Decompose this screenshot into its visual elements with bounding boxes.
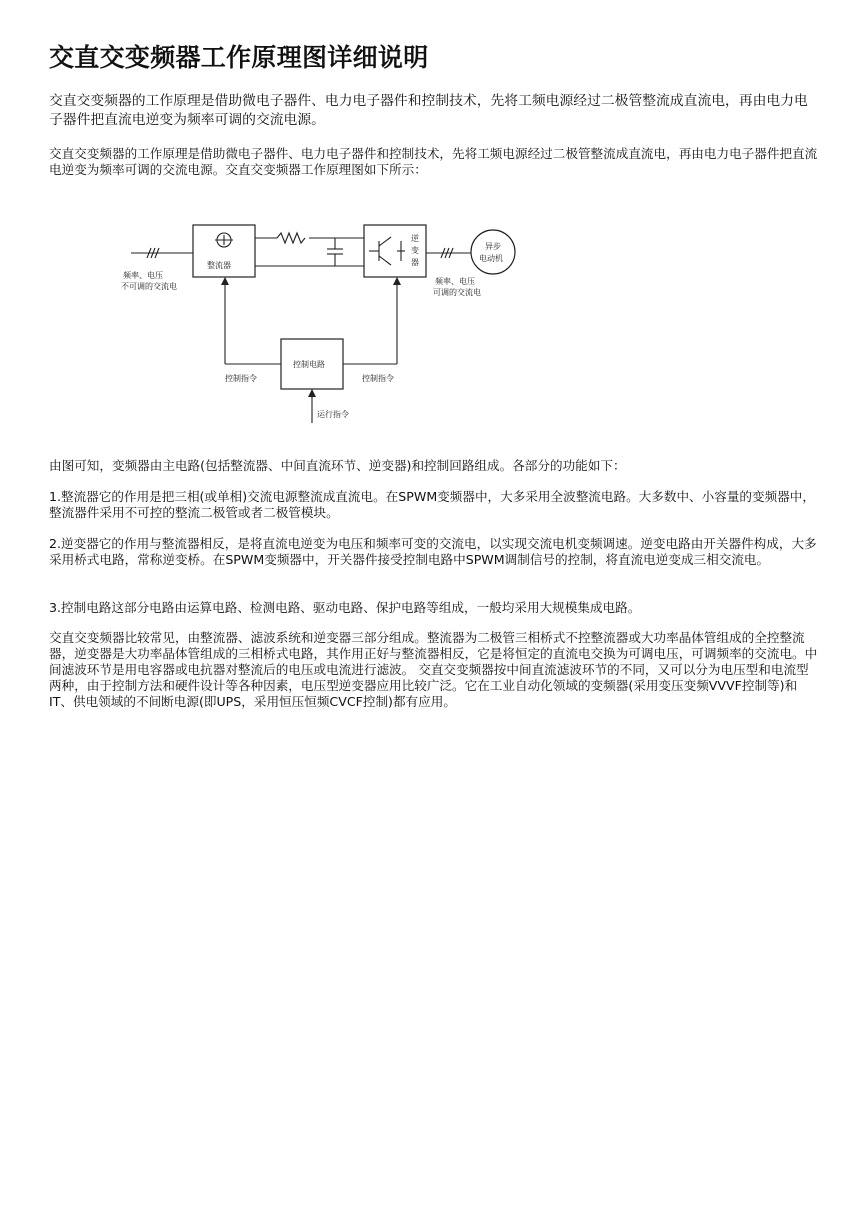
motor-circle [471,230,515,274]
inverter-label-1: 逆 [411,234,419,243]
inverter-label-3: 器 [411,258,419,267]
rectifier-label: 整流器 [207,261,231,270]
output-note-1: 频率、电压 [435,277,475,286]
summary-paragraph: 由图可知，变频器由主电路(包括整流器、中间直流环节、逆变器)和控制回路组成。各部分的功能如下： [49,458,626,473]
input-note-1: 频率、电压 [123,271,163,280]
output-note-2: 可调的交流电 [433,288,481,297]
page-title: 交直交变频器工作原理图详细说明 [49,43,429,72]
conclusion-paragraph: 交直交变频器比较常见，由整流器、滤波系统和逆变器三部分组成。整流器为二极管三相桥式不控整流器或大功率晶体管组成的全控整流器，逆变器是大功率晶体管组成的三相桥式电路，其作用正好与整流器相反，它是将恒定的直流电交换为可调电压，可调频率的交流电。中间滤波环节是用电容器或电抗器对整流后的电压或电流进行滤波。 交直交变频器按中间直流滤波环节的不同，又可以分为电压型和电流型两种，由于控制方法和硬件设计等各种因素，电压型逆变器应用比较广泛。它在工业自动化领域的变频器(采用变压变频VVVF控制等)和IT、供电领域的不间断电源(即UPS，采用恒压恒频CVCF控制)都有应用。 [49,630,818,709]
inverter-label-2: 变 [411,246,419,255]
vfd-block-diagram [79,205,539,435]
run-cmd-label: 运行指令 [317,410,349,419]
rectifier-paragraph: 1.整流器它的作用是把三相(或单相)交流电源整流成直流电。在SPWM变频器中，大多采用全波整流电路。大多数中、小容量的变频器中，整流器件采用不可控的整流二极管或者二极管模块。 [49,489,815,520]
inductor-symbol [277,233,305,243]
cmd-right-label: 控制指令 [362,374,394,383]
motor-label-1: 异步 [485,242,501,251]
intro-paragraph: 交直交变频器的工作原理是借助微电子器件、电力电子器件和控制技术，先将工频电源经过二极管整流成直流电，再由电力电子器件把直流电逆变为频率可调的交流电源。交直交变频器工作原理图如下所示： [49,146,818,177]
control-circuit-label: 控制电路 [293,360,325,369]
control-paragraph: 3.控制电路这部分电路由运算电路、检测电路、驱动电路、保护电路等组成，一般均采用大规模集成电路。 [49,600,641,615]
inverter-paragraph: 2.逆变器它的作用与整流器相反，是将直流电逆变为电压和频率可变的交流电，以实现交流电机变频调速。逆变电路由开关器件构成，大多采用桥式电路，常称逆变桥。在SPWM变频器中，开关器件接受控制电路中SPWM调制信号的控制，将直流电逆变成三相交流电。 [49,536,817,567]
lead-paragraph: 交直交变频器的工作原理是借助微电子器件、电力电子器件和控制技术，先将工频电源经过二极管整流成直流电，再由电力电子器件把直流电逆变为频率可调的交流电源。 [49,93,808,128]
input-note-2: 不可调的交流电 [121,282,177,291]
motor-label-2: 电动机 [479,254,503,263]
cmd-left-label: 控制指令 [225,374,257,383]
